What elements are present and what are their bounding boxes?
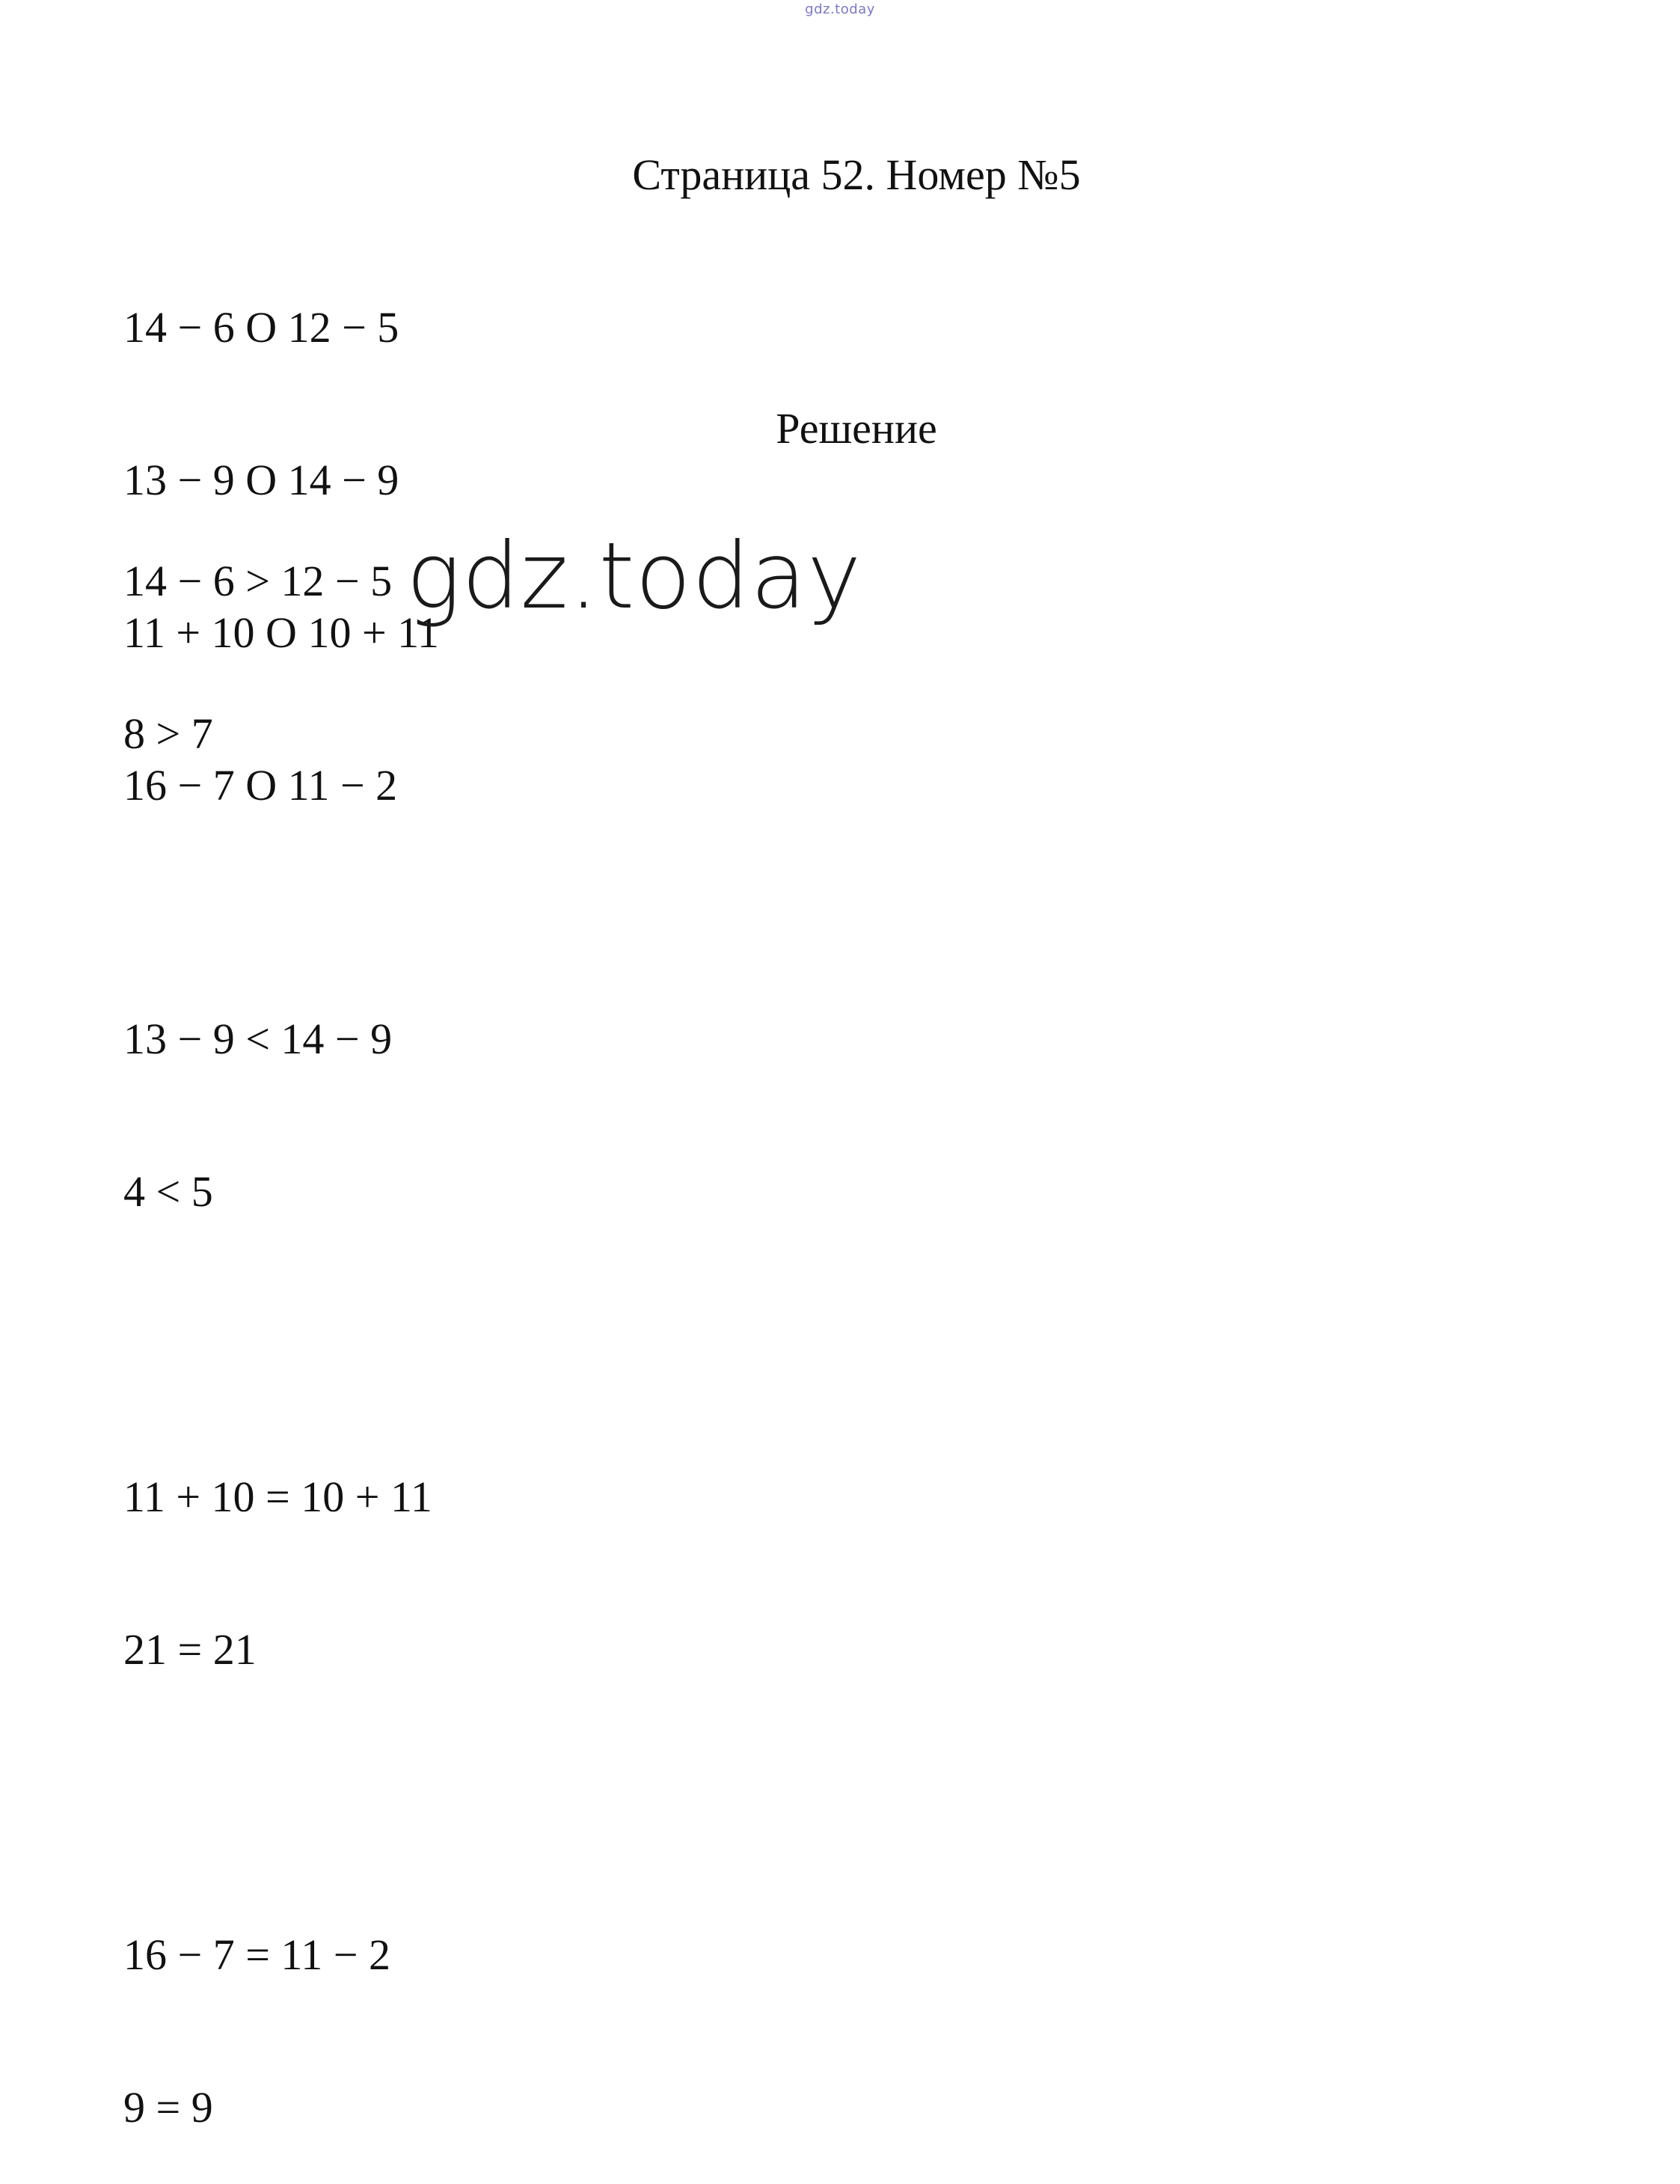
top-watermark: gdz.today	[805, 1, 875, 17]
task-line: 11 + 10 O 10 + 11	[123, 608, 440, 657]
solution-result: 21 = 21	[123, 1625, 257, 1674]
task-line: 16 − 7 O 11 − 2	[123, 761, 398, 810]
spacer	[123, 1777, 432, 1828]
page-title: Страница 52. Номер №5	[632, 150, 1081, 199]
solution-heading: Решение	[776, 404, 937, 453]
task-line: 13 − 9 O 14 − 9	[123, 456, 399, 504]
solution-expression: 14 − 6 > 12 − 5	[123, 557, 393, 605]
solution-body	[123, 454, 432, 2184]
task-line: 14 − 6 O 12 − 5	[123, 303, 399, 352]
spacer	[123, 1319, 432, 1370]
solution-expression: 11 + 10 = 10 + 11	[123, 1472, 432, 1521]
spacer	[123, 861, 432, 912]
solution-expression: 16 − 7 = 11 − 2	[123, 1930, 390, 1979]
solution-result: 9 = 9	[123, 2083, 213, 2132]
solution-result: 8 > 7	[123, 709, 213, 758]
solution-result: 4 < 5	[123, 1167, 213, 1216]
center-watermark: gdz.today	[406, 523, 862, 629]
solution-expression: 13 − 9 < 14 − 9	[123, 1015, 393, 1063]
